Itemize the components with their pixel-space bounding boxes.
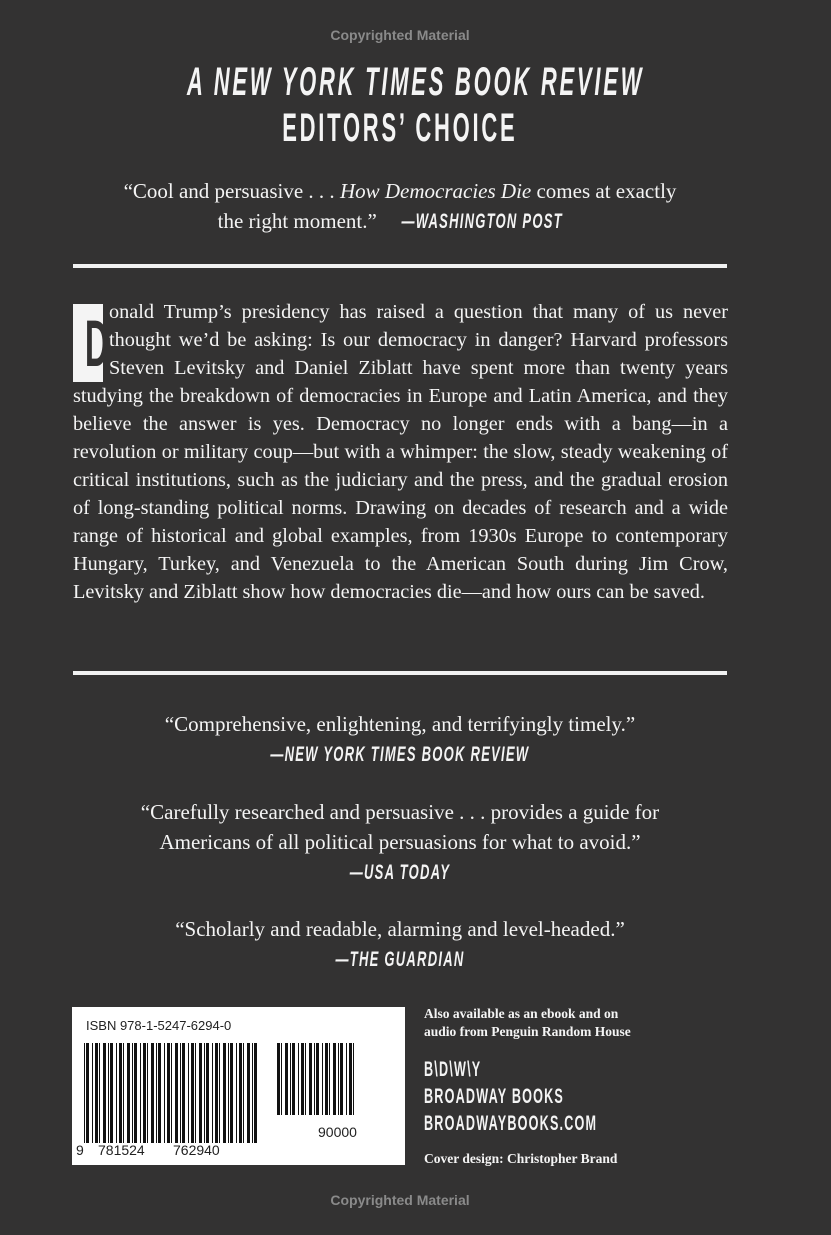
price-code: 90000	[318, 1124, 357, 1140]
quote-text: the right moment.”	[217, 209, 377, 233]
review-quote-2	[0, 797, 800, 888]
barcode-bar	[110, 1043, 113, 1143]
barcode-bar	[140, 1043, 141, 1143]
cover-credit: Cover design: Christopher Brand	[424, 1151, 618, 1166]
top-quote	[0, 176, 800, 237]
barcode	[72, 1007, 405, 1165]
barcode-bar	[230, 1043, 233, 1143]
isbn-label: ISBN 978-1-5247-6294-0	[86, 1018, 232, 1033]
barcode-bar	[199, 1043, 202, 1143]
barcode-bar	[219, 1043, 220, 1143]
book-title: How Democracies Die	[339, 179, 532, 203]
barcode-bar	[346, 1043, 347, 1115]
barcode-bar	[86, 1043, 89, 1143]
publisher-logo: B\D\W\Y	[424, 1058, 482, 1081]
copyright-watermark-bottom: Copyrighted Material	[330, 1192, 470, 1208]
headline-line2	[0, 104, 800, 152]
barcode-bar	[84, 1043, 85, 1143]
barcode-bar	[151, 1043, 154, 1143]
barcode-bar	[171, 1043, 172, 1143]
barcode-bar	[338, 1043, 339, 1115]
quote-text: “Scholarly and readable, alarming and level-headed.”	[175, 917, 625, 941]
barcode-bar	[180, 1043, 181, 1143]
barcode-bar	[349, 1043, 352, 1115]
barcode-bar	[158, 1043, 161, 1143]
barcode-bar	[95, 1043, 98, 1143]
quote-text: Americans of all political persuasions for what to avoid.”	[159, 830, 641, 854]
barcode-bar	[298, 1043, 299, 1115]
barcode-bar	[277, 1043, 280, 1115]
barcode-bar	[182, 1043, 185, 1143]
publisher-name: BROADWAY BOOKS	[424, 1085, 565, 1108]
availability-line: Also available as an ebook and on	[424, 1006, 619, 1021]
barcode-bar	[132, 1043, 133, 1143]
barcode-bar	[156, 1043, 157, 1143]
divider	[73, 264, 727, 268]
publisher-block	[424, 1056, 713, 1137]
quote-text: “Comprehensive, enlightening, and terrifyingly timely.”	[164, 712, 636, 736]
availability-note	[424, 1005, 631, 1041]
barcode-bar	[228, 1043, 229, 1143]
review-quote-1	[0, 709, 800, 770]
barcode-bar	[316, 1043, 319, 1115]
barcode-bar	[212, 1043, 213, 1143]
barcode-bar	[301, 1043, 304, 1115]
quote-text: comes at exactly	[531, 179, 677, 203]
divider	[73, 671, 727, 675]
barcode-bar	[236, 1043, 237, 1143]
barcode-bar	[119, 1043, 122, 1143]
barcode-bar	[305, 1043, 306, 1115]
barcode-bar	[188, 1043, 189, 1143]
barcode-bar	[340, 1043, 343, 1115]
barcode-bar	[247, 1043, 250, 1143]
barcode-bar	[143, 1043, 146, 1143]
barcode-bar	[333, 1043, 336, 1115]
barcode-bar	[329, 1043, 330, 1115]
barcode-digits: 781524	[98, 1142, 145, 1158]
barcode-bar	[325, 1043, 328, 1115]
headline-text-1: A NEW YORK TIMES BOOK REVIEW	[187, 60, 645, 104]
barcode-bar	[223, 1043, 226, 1143]
barcode-bar	[252, 1043, 253, 1143]
headline-text-2: EDITORS’ CHOICE	[282, 106, 518, 150]
quote-text: “Cool and persuasive . . .	[123, 179, 340, 203]
barcode-bar	[99, 1043, 100, 1143]
barcode-bar	[292, 1043, 295, 1115]
quote-source: —WASHINGTON POST	[401, 210, 563, 233]
barcode-bar	[108, 1043, 109, 1143]
drop-cap: D	[73, 304, 103, 382]
barcode-bar	[322, 1043, 323, 1115]
barcode-bar	[309, 1043, 312, 1115]
copyright-watermark-top: Copyrighted Material	[330, 27, 470, 43]
barcode-bar	[127, 1043, 130, 1143]
publisher-website: BROADWAYBOOKS.COM	[424, 1112, 598, 1135]
review-quote-3	[0, 914, 800, 975]
barcode-bar	[290, 1043, 291, 1115]
barcode-digits: 762940	[173, 1142, 220, 1158]
quote-source: —THE GUARDIAN	[335, 948, 465, 971]
barcode-bar	[285, 1043, 288, 1115]
availability-line: audio from Penguin Random House	[424, 1024, 631, 1039]
barcode-bar	[243, 1043, 244, 1143]
barcode-bar	[314, 1043, 315, 1115]
barcode-bar	[147, 1043, 148, 1143]
barcode-digit: 9	[76, 1142, 84, 1158]
barcode-bar	[175, 1043, 178, 1143]
barcode-bar	[215, 1043, 218, 1143]
barcode-bar	[204, 1043, 205, 1143]
barcode-bar	[123, 1043, 124, 1143]
barcode-bar	[103, 1043, 106, 1143]
barcode-bar	[195, 1043, 196, 1143]
barcode-bar	[164, 1043, 165, 1143]
quote-source: —USA TODAY	[349, 861, 451, 884]
headline-line1	[0, 58, 800, 106]
barcode-bar	[167, 1043, 170, 1143]
quote-text: “Carefully researched and persuasive . . . provides a guide for	[140, 800, 660, 824]
barcode-bar	[206, 1043, 209, 1143]
barcode-bar	[134, 1043, 137, 1143]
barcode-bar	[281, 1043, 282, 1115]
description	[73, 298, 728, 606]
quote-source: —NEW YORK TIMES BOOK REVIEW	[270, 743, 530, 766]
barcode-bar	[116, 1043, 117, 1143]
barcode-bar	[92, 1043, 93, 1143]
barcode-bar	[353, 1043, 354, 1115]
description-text: onald Trump’s presidency has raised a question that many of us never thought we’d be asking: Is our democracy in danger? Harvard professors Steven Levitsky and Daniel Ziblatt have spent more than twenty years studying the breakdown of democracies in Europe and Latin America, and they believe the answer is yes. Democracy no longer ends with a bang—in a revolution or military coup—but with a whimper: the slow, steady weakening of critical institutions, such as the judiciary and the press, and the gradual erosion of long-standing political norms. Drawing on decades of research and a wide range of historical and global examples, from 1930s Europe to contemporary Hungary, Turkey, and Venezuela to the American South during Jim Crow, Levitsky and Ziblatt show how democracies die—and how ours can be saved.	[73, 301, 728, 603]
barcode-bar	[191, 1043, 194, 1143]
barcode-bar	[254, 1043, 257, 1143]
barcode-bar	[239, 1043, 242, 1143]
